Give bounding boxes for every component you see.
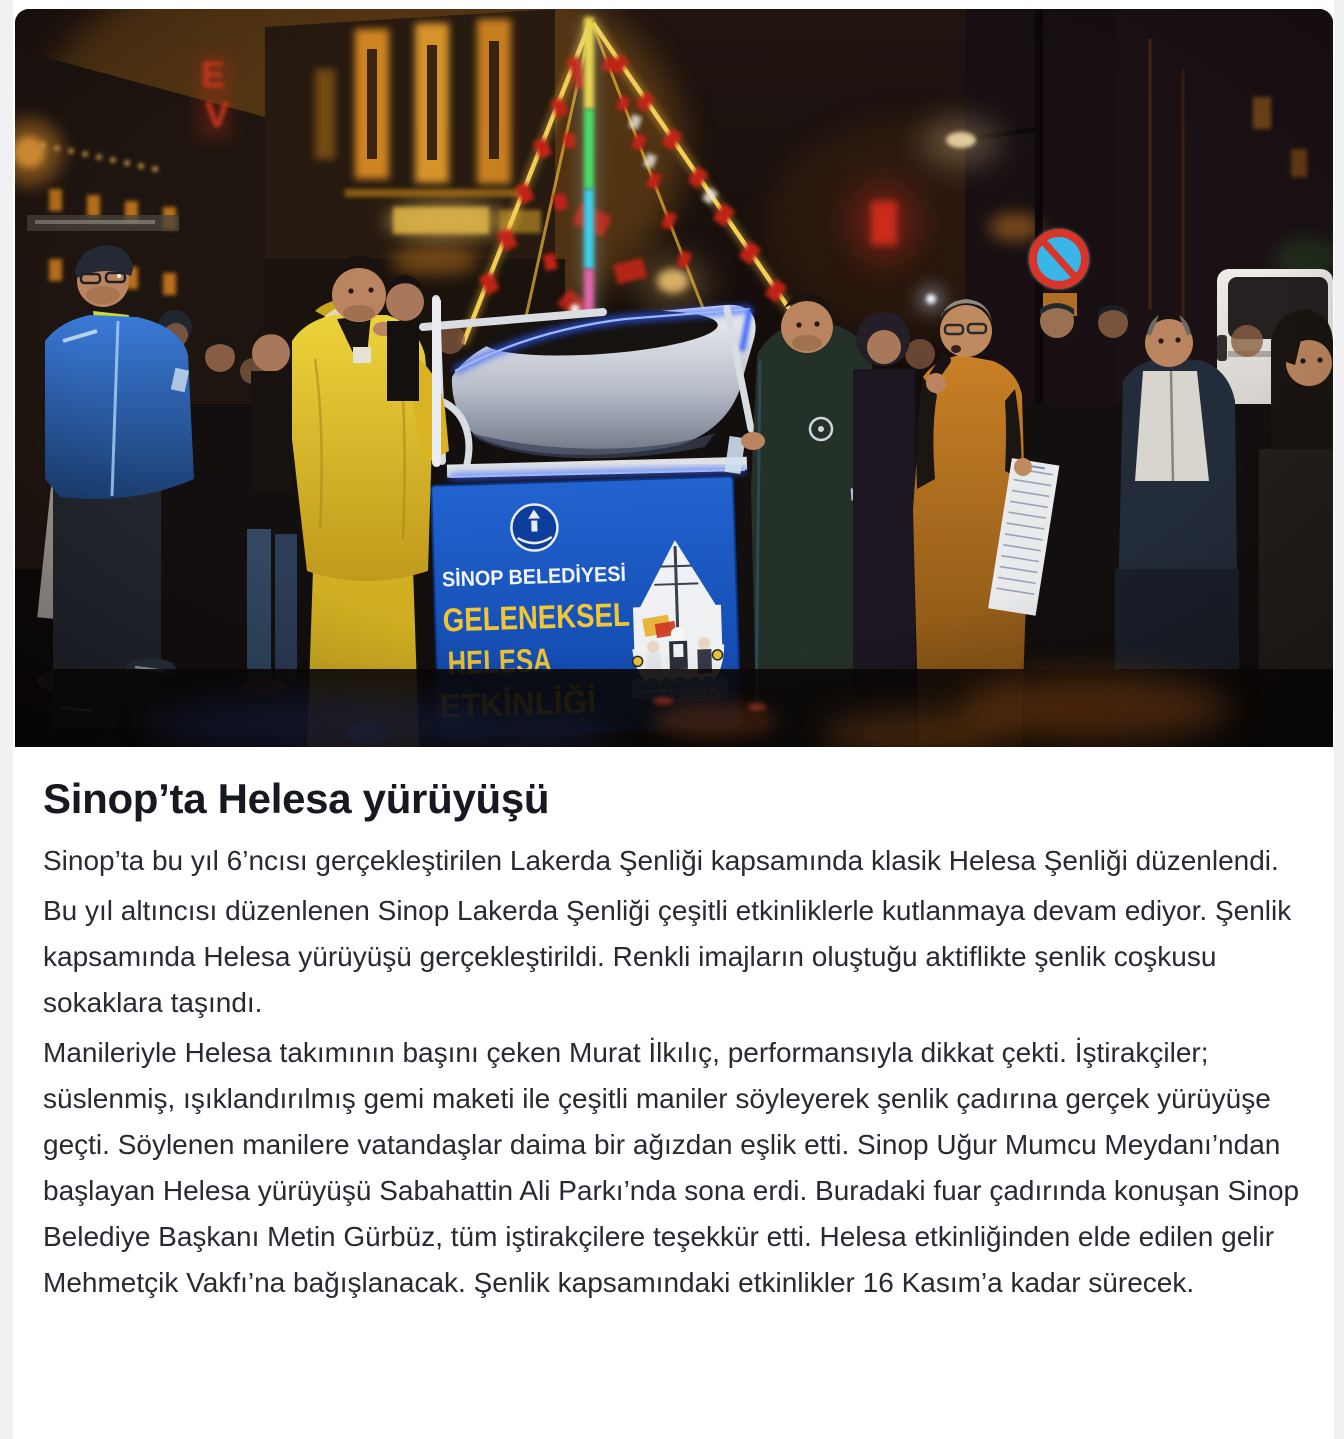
article-paragraph: Manileriyle Helesa takımının başını çeken Murat İlkılıç, performansıyla dikkat çekti. İştirakçiler; süslenmiş, ışıklandırılmış gemi maketi ile çeşitli maniler söyleyerek şenlik çadırına gerçek yürüyüşe geçti. Söylenen manilere vatandaşlar daima bir ağızdan eşlik etti. Sinop Uğur Mumcu Meydanı’ndan başlayan Helesa yürüyüşü Sabahattin Ali Parkı’nda sona erdi. Buradaki fuar çadırında konuşan Sinop Belediye Başkanı Metin Gürbüz, tüm iştirakçilere teşekkür etti. Helesa etkinliğinden elde edilen gelir Mehmetçik Vakfı’na bağışlanacak. Şenlik kapsamındaki etkinlikler 16 Kasım’a kadar sürecek. [43, 1037, 1300, 1298]
article-title: Sinop’ta Helesa yürüyüşü [43, 775, 550, 822]
article-paragraph-lede: Sinop’ta bu yıl 6’ncısı gerçekleştirilen Lakerda Şenliği kapsamında klasik Helesa Şenliği düzenlendi. [43, 845, 1279, 876]
article-paragraph: Bu yıl altıncısı düzenlenen Sinop Lakerda Şenliği çeşitli etkinliklerle kutlanmaya devam ediyor. Şenlik kapsamında Helesa yürüyüşü gerçekleştirildi. Renkli imajların oluştuğu aktiflikte şenlik coşkusu sokaklara taşındı. [43, 895, 1292, 1018]
vignette [15, 9, 1333, 747]
content-card [13, 0, 1334, 1439]
article-photo[interactable] [15, 9, 1333, 747]
article-body [43, 772, 1307, 1310]
night-scene [15, 9, 1333, 747]
